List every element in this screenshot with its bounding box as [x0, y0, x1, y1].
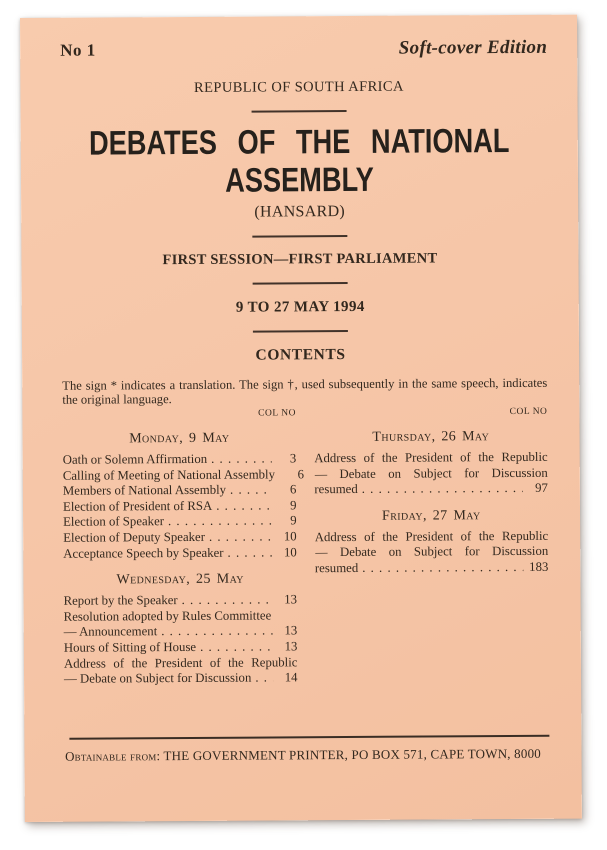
- item-leader-row: [64, 639, 298, 656]
- item-text: Members of National Assembly: [62, 482, 227, 498]
- column-number: 3: [289, 451, 297, 466]
- item-text: Election of Deputy Speaker: [63, 529, 206, 545]
- item-line: Resolution adopted by Rules Committee: [63, 608, 272, 624]
- item-text: Report by the Speaker: [63, 593, 178, 608]
- title-line-2: ASSEMBLY: [225, 160, 374, 200]
- issue-number: No 1: [60, 40, 96, 60]
- column-number: 6: [289, 482, 297, 497]
- contents-heading: CONTENTS: [255, 346, 346, 364]
- dot-leader: [362, 481, 523, 498]
- dot-leader: [200, 639, 272, 655]
- col-no-label-right: COL NO: [509, 406, 548, 418]
- column-number: 10: [283, 529, 297, 544]
- imprint-footer: [24, 735, 581, 765]
- item-text: resumed: [314, 482, 358, 497]
- imprint-text: [24, 746, 581, 765]
- contents-item: [64, 655, 298, 688]
- item-text: — Debate on Subject for Discussion: [63, 670, 252, 686]
- section-date-heading: Monday, 9 May: [129, 430, 230, 447]
- column-number: 6: [297, 466, 305, 481]
- divider-rule: [252, 110, 347, 113]
- title-line-1: DEBATES OF THE NATIONAL: [88, 122, 510, 163]
- contents-section: [62, 430, 305, 562]
- contents-item: [315, 529, 549, 577]
- hansard-cover-page: [20, 15, 582, 822]
- footer-rule: [69, 735, 549, 740]
- item-line: Address of the President of the Republic: [63, 654, 298, 671]
- column-number: 9: [290, 513, 297, 528]
- item-leader-row: [63, 498, 297, 515]
- contents-item: [63, 498, 297, 515]
- dot-leader: [227, 545, 271, 561]
- contents-item: [63, 451, 297, 468]
- contents-item: [62, 466, 305, 484]
- item-text: Hours of Sitting of House: [63, 639, 197, 655]
- item-line: Address of the President of the Republic: [314, 449, 548, 466]
- date-range-heading: 9 TO 27 MAY 1994: [235, 298, 365, 316]
- item-leader-row: [63, 483, 297, 500]
- column-number: 10: [283, 544, 297, 559]
- translation-note: The sign * indicates a translation. The sign †, used subsequently in the same speech, indicates the original language.: [62, 375, 548, 407]
- dot-leader: [211, 451, 271, 467]
- item-leader-row: [62, 466, 305, 484]
- item-leader-row: [63, 529, 297, 546]
- item-leader-row: [315, 560, 549, 577]
- column-number: 14: [284, 670, 298, 685]
- contents-item: [64, 639, 298, 656]
- item-text: resumed: [314, 560, 359, 576]
- contents-column-left: [62, 430, 305, 687]
- cover-header-row: [20, 15, 577, 62]
- contents-column-right: [314, 430, 549, 686]
- item-leader-row: [64, 624, 298, 641]
- divider-rule: [253, 330, 348, 333]
- publisher-text: THE GOVERNMENT PRINTER, PO BOX 571, CAPE TOWN, 8000: [163, 745, 542, 764]
- dot-leader: [230, 483, 271, 499]
- contents-item: [63, 545, 297, 562]
- column-number: 13: [284, 623, 298, 638]
- dot-leader: [362, 560, 523, 577]
- contents-section: [63, 572, 297, 687]
- edition-label: Soft-cover Edition: [398, 36, 548, 59]
- column-number: 97: [535, 480, 548, 496]
- section-date-heading: Wednesday, 25 May: [116, 571, 244, 588]
- item-line: — Debate on Subject for Discussion: [314, 544, 549, 560]
- dot-leader: [255, 671, 272, 687]
- dot-leader: [168, 514, 272, 530]
- obtainable-label: Obtainable from:: [64, 748, 161, 764]
- item-line: Address of the President of the Republic: [314, 528, 549, 544]
- column-number: 13: [284, 639, 298, 654]
- divider-rule: [252, 235, 347, 238]
- contents-item: [63, 529, 297, 546]
- item-text: Acceptance Speech by Speaker: [63, 545, 224, 561]
- section-date-heading: Friday, 27 May: [381, 507, 481, 524]
- column-number: 9: [290, 498, 297, 513]
- column-number: 13: [284, 592, 298, 607]
- item-leader-row: [314, 481, 548, 498]
- hansard-subtitle: (HANSARD): [254, 203, 346, 221]
- contents-item: [64, 608, 298, 641]
- dot-leader: [161, 624, 272, 640]
- item-leader-row: [63, 514, 297, 531]
- section-date-heading: Thursday, 26 May: [372, 429, 490, 445]
- item-text: Election of Speaker: [63, 514, 165, 530]
- item-line: — Debate on Subject for Discussion: [314, 465, 548, 481]
- country-heading: REPUBLIC OF SOUTH AFRICA: [193, 78, 404, 96]
- item-leader-row: [64, 592, 298, 609]
- item-leader-row: [64, 670, 298, 687]
- column-number: 183: [529, 559, 549, 574]
- item-text: Calling of Meeting of National Assembly: [62, 467, 276, 483]
- item-text: Oath or Solemn Affirmation: [62, 451, 208, 467]
- item-text: — Announcement: [63, 624, 158, 640]
- contents-item: [63, 483, 297, 500]
- item-text: Election of President of RSA: [62, 498, 213, 514]
- dot-leader: [182, 593, 273, 609]
- contents-section: [315, 509, 549, 577]
- contents-item: [314, 450, 548, 498]
- contents-item: [63, 514, 297, 531]
- page-title: [21, 122, 578, 201]
- col-no-label-left: COL NO: [258, 408, 296, 419]
- dot-leader: [209, 529, 272, 545]
- contents-item: [64, 592, 298, 609]
- contents-section: [314, 430, 548, 498]
- divider-rule: [253, 282, 348, 285]
- item-leader-row: [63, 451, 297, 468]
- dot-leader: [216, 498, 271, 514]
- contents-columns: [22, 417, 581, 688]
- item-leader-row: [63, 545, 297, 562]
- session-heading: FIRST SESSION—FIRST PARLIAMENT: [162, 250, 438, 269]
